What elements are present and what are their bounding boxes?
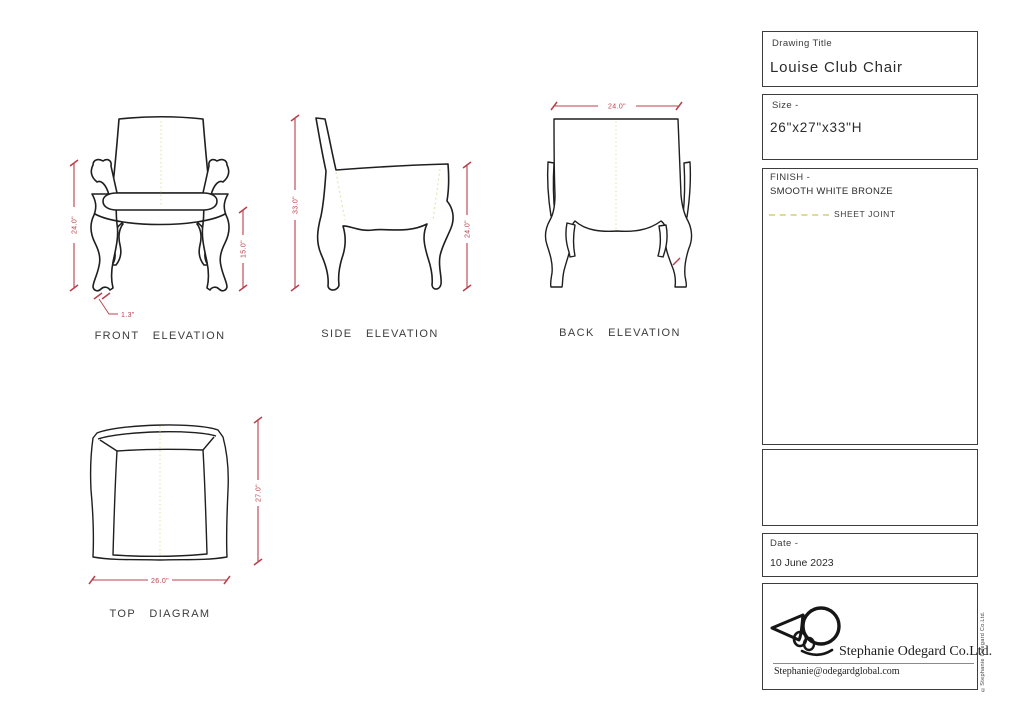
finish-value: SMOOTH WHITE BRONZE xyxy=(770,186,893,197)
drawing-title-value: Louise Club Chair xyxy=(770,59,903,76)
size-box xyxy=(762,94,978,160)
top-dim-depth: 27.0" xyxy=(255,483,263,503)
sheet-joint-label: SHEET JOINT xyxy=(834,209,896,219)
front-elevation-view xyxy=(60,95,260,330)
drawing-title-box xyxy=(762,31,978,87)
front-dim-height: 24.0" xyxy=(71,215,79,235)
size-label: Size - xyxy=(772,100,799,111)
drawing-title-label: Drawing Title xyxy=(772,38,833,49)
company-signature-box xyxy=(762,583,993,690)
top-diagram-label: TOP DIAGRAM xyxy=(109,608,211,620)
company-name: Stephanie Odegard Co.Ltd. xyxy=(839,644,993,659)
back-dim-width: 24.0" xyxy=(607,103,627,111)
size-value: 26"x27"x33"H xyxy=(770,120,863,135)
company-email: Stephanie@odegardglobal.com xyxy=(774,666,900,677)
notes-box-empty xyxy=(762,449,978,526)
front-dim-foot: 1.3" xyxy=(121,312,135,319)
top-diagram-view xyxy=(60,400,290,635)
back-chair-outline xyxy=(546,119,692,287)
back-elevation-label: BACK ELEVATION xyxy=(559,327,681,339)
date-label: Date - xyxy=(770,538,799,549)
sheet-joint-line-sample xyxy=(769,214,829,216)
side-elevation-view xyxy=(280,95,480,330)
date-box xyxy=(762,533,978,577)
copyright-vertical-text: ©Stephanie Odegard Co.Ltd. xyxy=(980,611,986,692)
top-dim-width: 26.0" xyxy=(150,578,170,585)
side-dim-height: 33.0" xyxy=(292,195,300,215)
front-chair-outline xyxy=(91,117,229,291)
finish-box xyxy=(762,168,978,445)
front-elevation-label: FRONT ELEVATION xyxy=(94,330,226,342)
back-elevation-view xyxy=(520,90,720,330)
side-elevation-label: SIDE ELEVATION xyxy=(321,328,439,340)
finish-label: FINISH - xyxy=(770,172,811,183)
signature-divider xyxy=(773,663,974,664)
front-dim-seat-height: 15.0" xyxy=(240,239,248,259)
side-dim-back-height: 24.0" xyxy=(464,219,472,239)
side-chair-outline xyxy=(316,118,453,290)
date-value: 10 June 2023 xyxy=(770,557,834,569)
company-logo-sketch xyxy=(766,598,844,660)
